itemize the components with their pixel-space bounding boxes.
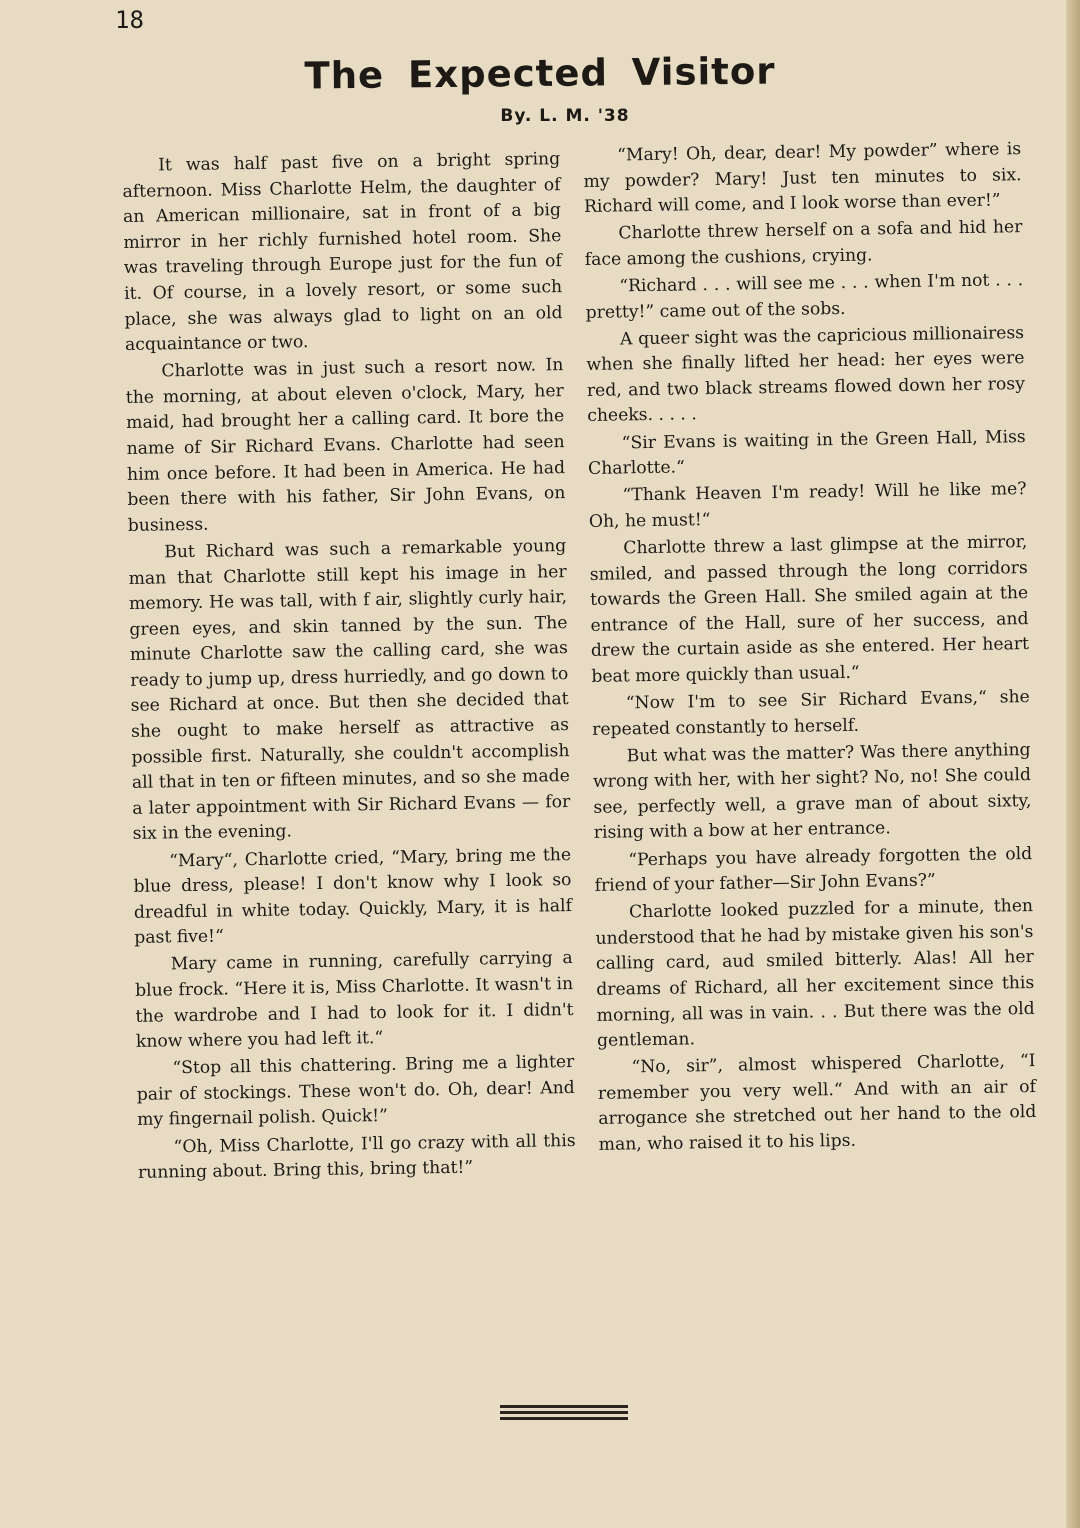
paragraph: “Mary! Oh, dear, dear! My powder” where is my powder? Mary! Just ten minutes to six. Richard will come, and I look worse than ever!” (583, 139, 1022, 218)
paragraph: Charlotte was in just such a resort now. In the morning, at about eleven o'clock, Mary, her maid, had brought her a calling card. It bore the name of Sir Richard Evans. Charlotte had seen him once before. It had been in America. He had been there with his father, Sir John Evans, on business. (125, 355, 566, 536)
right-column (583, 137, 1037, 1160)
paragraph: Charlotte threw herself on a sofa and hid her face among the cushions, crying. (584, 217, 1023, 270)
paragraph: But what was the matter? Was there anything wrong with her, with her sight? No, no! She could see, perfectly well, a grave man of about sixty, rising with a bow at her entrance. (592, 739, 1032, 844)
page-edge (1066, 0, 1080, 1528)
rule-line (500, 1411, 628, 1414)
end-rule (500, 1405, 628, 1423)
rule-line (500, 1417, 628, 1420)
paragraph: “No, sir”, almost whispered Charlotte, “I remember you very well.“ And with an air of arrogance she stretched out her hand to the old man, who raised it to his lips. (597, 1051, 1037, 1155)
paragraph: Charlotte looked puzzled for a minute, then understood that he had by mistake given his son's calling card, aud smiled bitterly. Alas! All her dreams of Richard, all her excitement since this morning, all was in vain. . . But there was the old gentleman. (595, 896, 1035, 1052)
article-byline: By. L. M. '38 (500, 106, 630, 126)
paragraph: “Perhaps you have already forgotten the old friend of your father—Sir John Evans?” (594, 843, 1033, 897)
paragraph: Charlotte threw a last glimpse at the mirror, smiled, and passed through the long corridors towards the Green Hall. She smiled again at the entrance of the Hall, sure of her success, and drew the curtain aside as she entered. Her heart beat more quickly than usual.“ (589, 531, 1030, 687)
paragraph: “Now I'm to see Sir Richard Evans,“ she repeated constantly to herself. (592, 687, 1030, 740)
paragraph: It was half past five on a bright spring afternoon. Miss Charlotte Helm, the daughter of an American millionaire, sat in front of a big mirror in her richly furnished hotel room. She was traveling through Europe just for the fun of it. Of course, in a lovely resort, or some such place, she was always glad to light on an old acquaintance or two. (122, 149, 563, 356)
paragraph: “Oh, Miss Charlotte, I'll go crazy with all this running about. Bring this, bring that!” (137, 1130, 576, 1184)
paragraph: A queer sight was the capricious millionairess when she finally lifted her head: her eyes were red, and two black streams flowed down her rosy cheeks. . . . . (586, 322, 1025, 427)
left-column (122, 147, 576, 1188)
page-number: 18 (115, 6, 144, 34)
paragraph: But Richard was such a remarkable young man that Charlotte still kept his image in her memory. He was tall, with f air, slightly curly hair, green eyes, and skin tanned by the sun. The minute Charlotte saw the calling card, she was ready to jump up, dress hurriedly, and go down to see Richard at once. But then she decided that she ought to make herself as attractive as possible first. Naturally, she couldn't accomplish all that in ten or fifteen minutes, and so she made a later appointment with Sir Richard Evans — for six in the evening. (128, 535, 571, 845)
article-title: The Expected Visitor (304, 49, 776, 98)
paragraph: Mary came in running, carefully carrying a blue frock. “Here it is, Miss Charlotte. It wasn't in the wardrobe and I had to look for it. I didn't know where you had left it.“ (134, 948, 574, 1053)
paragraph: “Stop all this chattering. Bring me a lighter pair of stockings. These won't do. Oh, dear! And my fingernail polish. Quick!” (136, 1052, 575, 1131)
paragraph: “Richard . . . will see me . . . when I'm not . . . pretty!” came out of the sobs. (585, 270, 1024, 323)
paragraph: “Sir Evans is waiting in the Green Hall, Miss Charlotte.“ (587, 426, 1026, 480)
paragraph: “Mary“, Charlotte cried, “Mary, bring me the blue dress, please! I don't know why I look so dreadful in white today. Quickly, Mary, it is half past five!“ (133, 844, 573, 949)
rule-line (500, 1405, 628, 1408)
paragraph: “Thank Heaven I'm ready! Will he like me? Oh, he must!“ (588, 479, 1027, 532)
